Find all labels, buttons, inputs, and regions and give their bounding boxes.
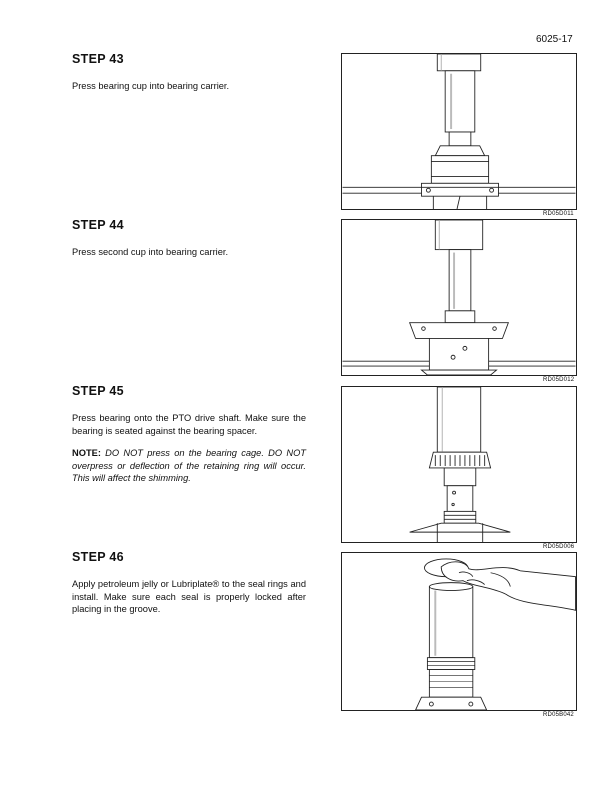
press-bearing-onto-shaft-illustration <box>342 387 576 542</box>
press-bearing-cup-illustration <box>342 54 576 209</box>
figure-step-44 <box>341 219 577 376</box>
figure-code: RD05D012 <box>543 377 575 383</box>
figure-step-45 <box>341 386 577 543</box>
step-text: Press bearing cup into bearing carrier. <box>72 81 230 91</box>
figure-code: RD05D011 <box>543 211 574 217</box>
step-43 <box>72 52 306 93</box>
install-seal-rings-illustration <box>342 553 576 710</box>
step-text: Press second cup into bearing carrier. <box>72 247 229 257</box>
step-text: Apply petroleum jelly or Lubriplate® to the seal rings and install. Make sure each seal is properly locked after placing in the groove. <box>72 579 306 614</box>
figure-code: RD05D006 <box>543 544 575 550</box>
page-number: 6025-17 <box>536 34 573 45</box>
step-heading: STEP 46 <box>72 550 124 564</box>
step-heading: STEP 44 <box>72 218 124 232</box>
step-note <box>72 447 306 485</box>
figure-step-43 <box>341 53 577 210</box>
note-label: NOTE: <box>72 448 101 458</box>
note-text: DO NOT press on the bearing cage. DO NOT overpress or deflection of the retaining ring will occur. This will affect the shimming. <box>72 448 306 483</box>
step-44 <box>72 218 306 259</box>
figure-code: RD05B042 <box>543 712 574 718</box>
step-heading: STEP 45 <box>72 384 124 398</box>
step-text: Press bearing onto the PTO drive shaft. Make sure the bearing is seated against the bearing spacer. <box>72 413 306 436</box>
step-45 <box>72 384 306 485</box>
press-second-cup-illustration <box>342 220 576 375</box>
figure-step-46 <box>341 552 577 711</box>
step-heading: STEP 43 <box>72 52 124 66</box>
step-46 <box>72 550 306 616</box>
